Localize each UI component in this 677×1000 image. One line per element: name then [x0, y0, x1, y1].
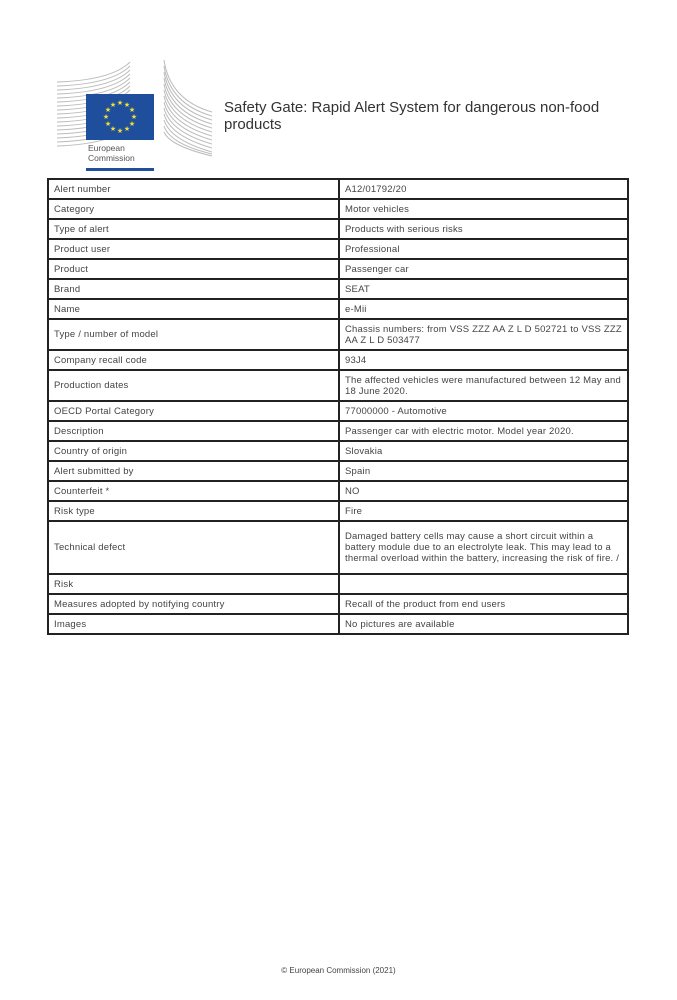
svg-text:★: ★	[128, 106, 136, 114]
row-label: Counterfeit *	[48, 481, 339, 501]
row-label: Type / number of model	[48, 319, 339, 350]
row-value: Motor vehicles	[339, 199, 628, 219]
table-row	[48, 481, 628, 501]
table-row	[48, 219, 628, 239]
table-row	[48, 594, 628, 614]
row-value	[339, 574, 628, 594]
row-value: NO	[339, 481, 628, 501]
table-row	[48, 521, 628, 574]
table-row	[48, 259, 628, 279]
table-row	[48, 350, 628, 370]
row-value: Passenger car	[339, 259, 628, 279]
row-value: The affected vehicles were manufactured between 12 May and 18 June 2020.	[339, 370, 628, 401]
row-label: Product user	[48, 239, 339, 259]
svg-text:★: ★	[102, 113, 110, 121]
logo-text-line1: European	[88, 143, 125, 153]
svg-text:★: ★	[104, 106, 112, 114]
row-value: Products with serious risks	[339, 219, 628, 239]
row-value: Chassis numbers: from VSS ZZZ AA Z L D 502721 to VSS ZZZ AA Z L D 503477	[339, 319, 628, 350]
row-value: Damaged battery cells may cause a short circuit within a battery module due to an electrolyte leak. This may lead to a thermal overload within the battery, increasing the risk of fire. /	[339, 521, 628, 574]
table-row	[48, 179, 628, 199]
svg-text:★: ★	[116, 99, 124, 107]
table-row	[48, 461, 628, 481]
table-row	[48, 501, 628, 521]
row-value: Fire	[339, 501, 628, 521]
table-row	[48, 319, 628, 350]
footer-copyright: © European Commission (2021)	[281, 966, 396, 975]
svg-text:★: ★	[104, 120, 112, 128]
row-label: Technical defect	[48, 521, 339, 574]
table-row	[48, 370, 628, 401]
row-value: Recall of the product from end users	[339, 594, 628, 614]
logo-wordmark	[88, 143, 135, 163]
row-label: Description	[48, 421, 339, 441]
svg-text:★: ★	[130, 113, 138, 121]
table-row	[48, 299, 628, 319]
table-row	[48, 421, 628, 441]
table-row	[48, 199, 628, 219]
svg-text:★: ★	[109, 125, 117, 133]
row-value: No pictures are available	[339, 614, 628, 634]
row-label: Risk	[48, 574, 339, 594]
svg-text:★: ★	[123, 125, 131, 133]
row-value: Slovakia	[339, 441, 628, 461]
row-value: e-Mii	[339, 299, 628, 319]
row-value: A12/01792/20	[339, 179, 628, 199]
table-row	[48, 401, 628, 421]
row-label: Risk type	[48, 501, 339, 521]
svg-text:★: ★	[109, 101, 117, 109]
row-label: Measures adopted by notifying country	[48, 594, 339, 614]
row-label: Brand	[48, 279, 339, 299]
svg-text:★: ★	[128, 120, 136, 128]
table-row	[48, 239, 628, 259]
alert-details-table	[47, 178, 629, 635]
european-commission-logo	[52, 60, 212, 172]
row-label: Product	[48, 259, 339, 279]
row-value: 93J4	[339, 350, 628, 370]
page-title: Safety Gate: Rapid Alert System for dangerous non-food products	[224, 99, 600, 133]
row-value: Professional	[339, 239, 628, 259]
table-row	[48, 614, 628, 634]
row-label: Country of origin	[48, 441, 339, 461]
row-label: Name	[48, 299, 339, 319]
row-value: SEAT	[339, 279, 628, 299]
row-label: Images	[48, 614, 339, 634]
row-label: Type of alert	[48, 219, 339, 239]
svg-text:★: ★	[116, 127, 124, 135]
row-label: Alert submitted by	[48, 461, 339, 481]
row-label: Company recall code	[48, 350, 339, 370]
table-row	[48, 574, 628, 594]
table-row	[48, 441, 628, 461]
row-label: Category	[48, 199, 339, 219]
logo-text-line2: Commission	[88, 153, 135, 163]
row-label: Alert number	[48, 179, 339, 199]
row-value: Spain	[339, 461, 628, 481]
row-value: Passenger car with electric motor. Model year 2020.	[339, 421, 628, 441]
row-label: Production dates	[48, 370, 339, 401]
row-value: 77000000 - Automotive	[339, 401, 628, 421]
table-row	[48, 279, 628, 299]
svg-text:★: ★	[123, 101, 131, 109]
row-label: OECD Portal Category	[48, 401, 339, 421]
